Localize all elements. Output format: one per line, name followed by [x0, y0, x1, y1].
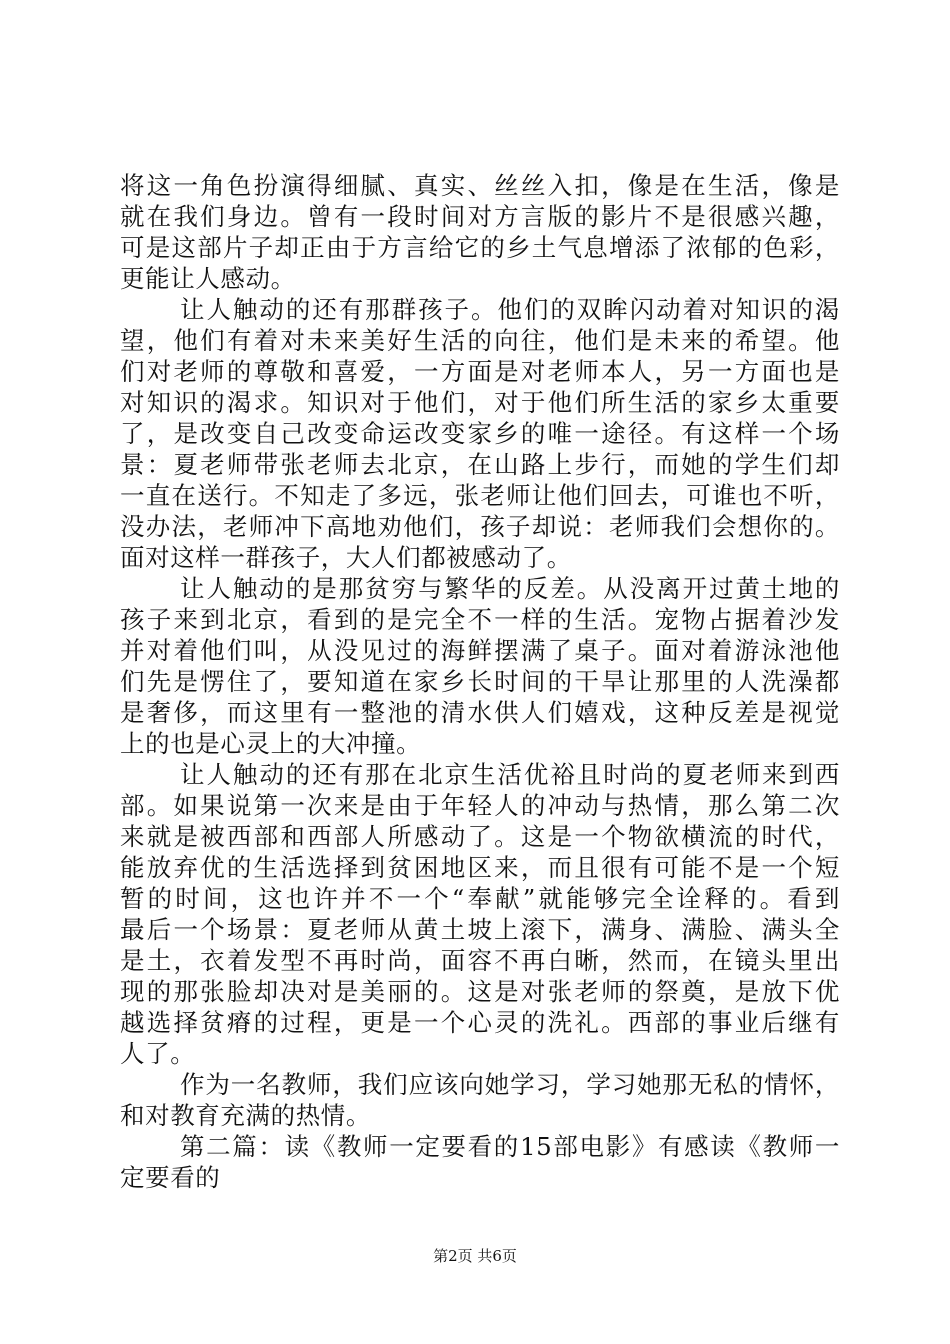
- body-line: 一直在送行。不知走了多远，张老师让他们回去，可谁也不听，: [120, 481, 840, 510]
- body-line: 并对着他们叫，从没见过的海鲜摆满了桌子。面对着游泳池他: [120, 636, 840, 665]
- section-heading-line: 第二篇：读《教师一定要看的15部电影》有感读《教师一: [180, 1132, 840, 1161]
- body-line: 部。如果说第一次来是由于年轻人的冲动与热情，那么第二次: [120, 791, 840, 820]
- body-line: 面对这样一群孩子，大人们都被感动了。: [120, 543, 572, 572]
- body-line: 是土，衣着发型不再时尚，面容不再白晰，然而，在镜头里出: [120, 946, 840, 975]
- body-line: 能放弃优的生活选择到贫困地区来，而且很有可能不是一个短: [120, 853, 840, 882]
- body-line: 没办法，老师冲下高地劝他们，孩子却说：老师我们会想你的。: [120, 512, 840, 541]
- body-line: 们对老师的尊敬和喜爱，一方面是对老师本人，另一方面也是: [120, 357, 840, 386]
- body-line: 景：夏老师带张老师去北京，在山路上步行，而她的学生们却: [120, 450, 840, 479]
- body-line: 越选择贫瘠的过程，更是一个心灵的洗礼。西部的事业后继有: [120, 1008, 840, 1037]
- body-line: 作为一名教师，我们应该向她学习，学习她那无私的情怀，: [180, 1070, 840, 1099]
- body-line: 来就是被西部和西部人所感动了。这是一个物欲横流的时代，: [120, 822, 840, 851]
- body-line: 孩子来到北京，看到的是完全不一样的生活。宠物占据着沙发: [120, 605, 840, 634]
- body-line: 更能让人感动。: [120, 264, 296, 293]
- body-line: 暂的时间，这也许并不一个“奉献”就能够完全诠释的。看到: [120, 884, 840, 913]
- body-line: 让人触动的还有那群孩子。他们的双眸闪动着对知识的渴: [180, 295, 840, 324]
- body-line: 和对教育充满的热情。: [120, 1101, 371, 1130]
- body-line: 望，他们有着对未来美好生活的向往，他们是未来的希望。他: [120, 326, 840, 355]
- body-line: 了，是改变自己改变命运改变家乡的唯一途径。有这样一个场: [120, 419, 840, 448]
- body-line: 就在我们身边。曾有一段时间对方言版的影片不是很感兴趣，: [120, 202, 840, 231]
- section-heading-line: 定要看的: [120, 1163, 221, 1192]
- body-line: 将这一角色扮演得细腻、真实、丝丝入扣，像是在生活，像是: [120, 171, 840, 200]
- body-line: 让人触动的还有那在北京生活优裕且时尚的夏老师来到西: [180, 760, 840, 789]
- body-line: 让人触动的是那贫穷与繁华的反差。从没离开过黄土地的: [180, 574, 840, 603]
- document-body: [120, 170, 840, 1193]
- body-line: 最后一个场景：夏老师从黄土坡上滚下，满身、满脸、满头全: [120, 915, 840, 944]
- body-line: 人了。: [120, 1039, 196, 1068]
- page-number-footer: 第2页 共6页: [433, 1247, 517, 1265]
- body-line: 是奢侈，而这里有一整池的清水供人们嬉戏，这种反差是视觉: [120, 698, 840, 727]
- body-line: 们先是愣住了，要知道在家乡长时间的干旱让那里的人洗澡都: [120, 667, 840, 696]
- body-line: 现的那张脸却决对是美丽的。这是对张老师的祭奠，是放下优: [120, 977, 840, 1006]
- body-line: 上的也是心灵上的大冲撞。: [120, 729, 422, 758]
- body-line: 对知识的渴求。知识对于他们，对于他们所生活的家乡太重要: [120, 388, 840, 417]
- body-line: 可是这部片子却正由于方言给它的乡土气息增添了浓郁的色彩，: [120, 233, 840, 262]
